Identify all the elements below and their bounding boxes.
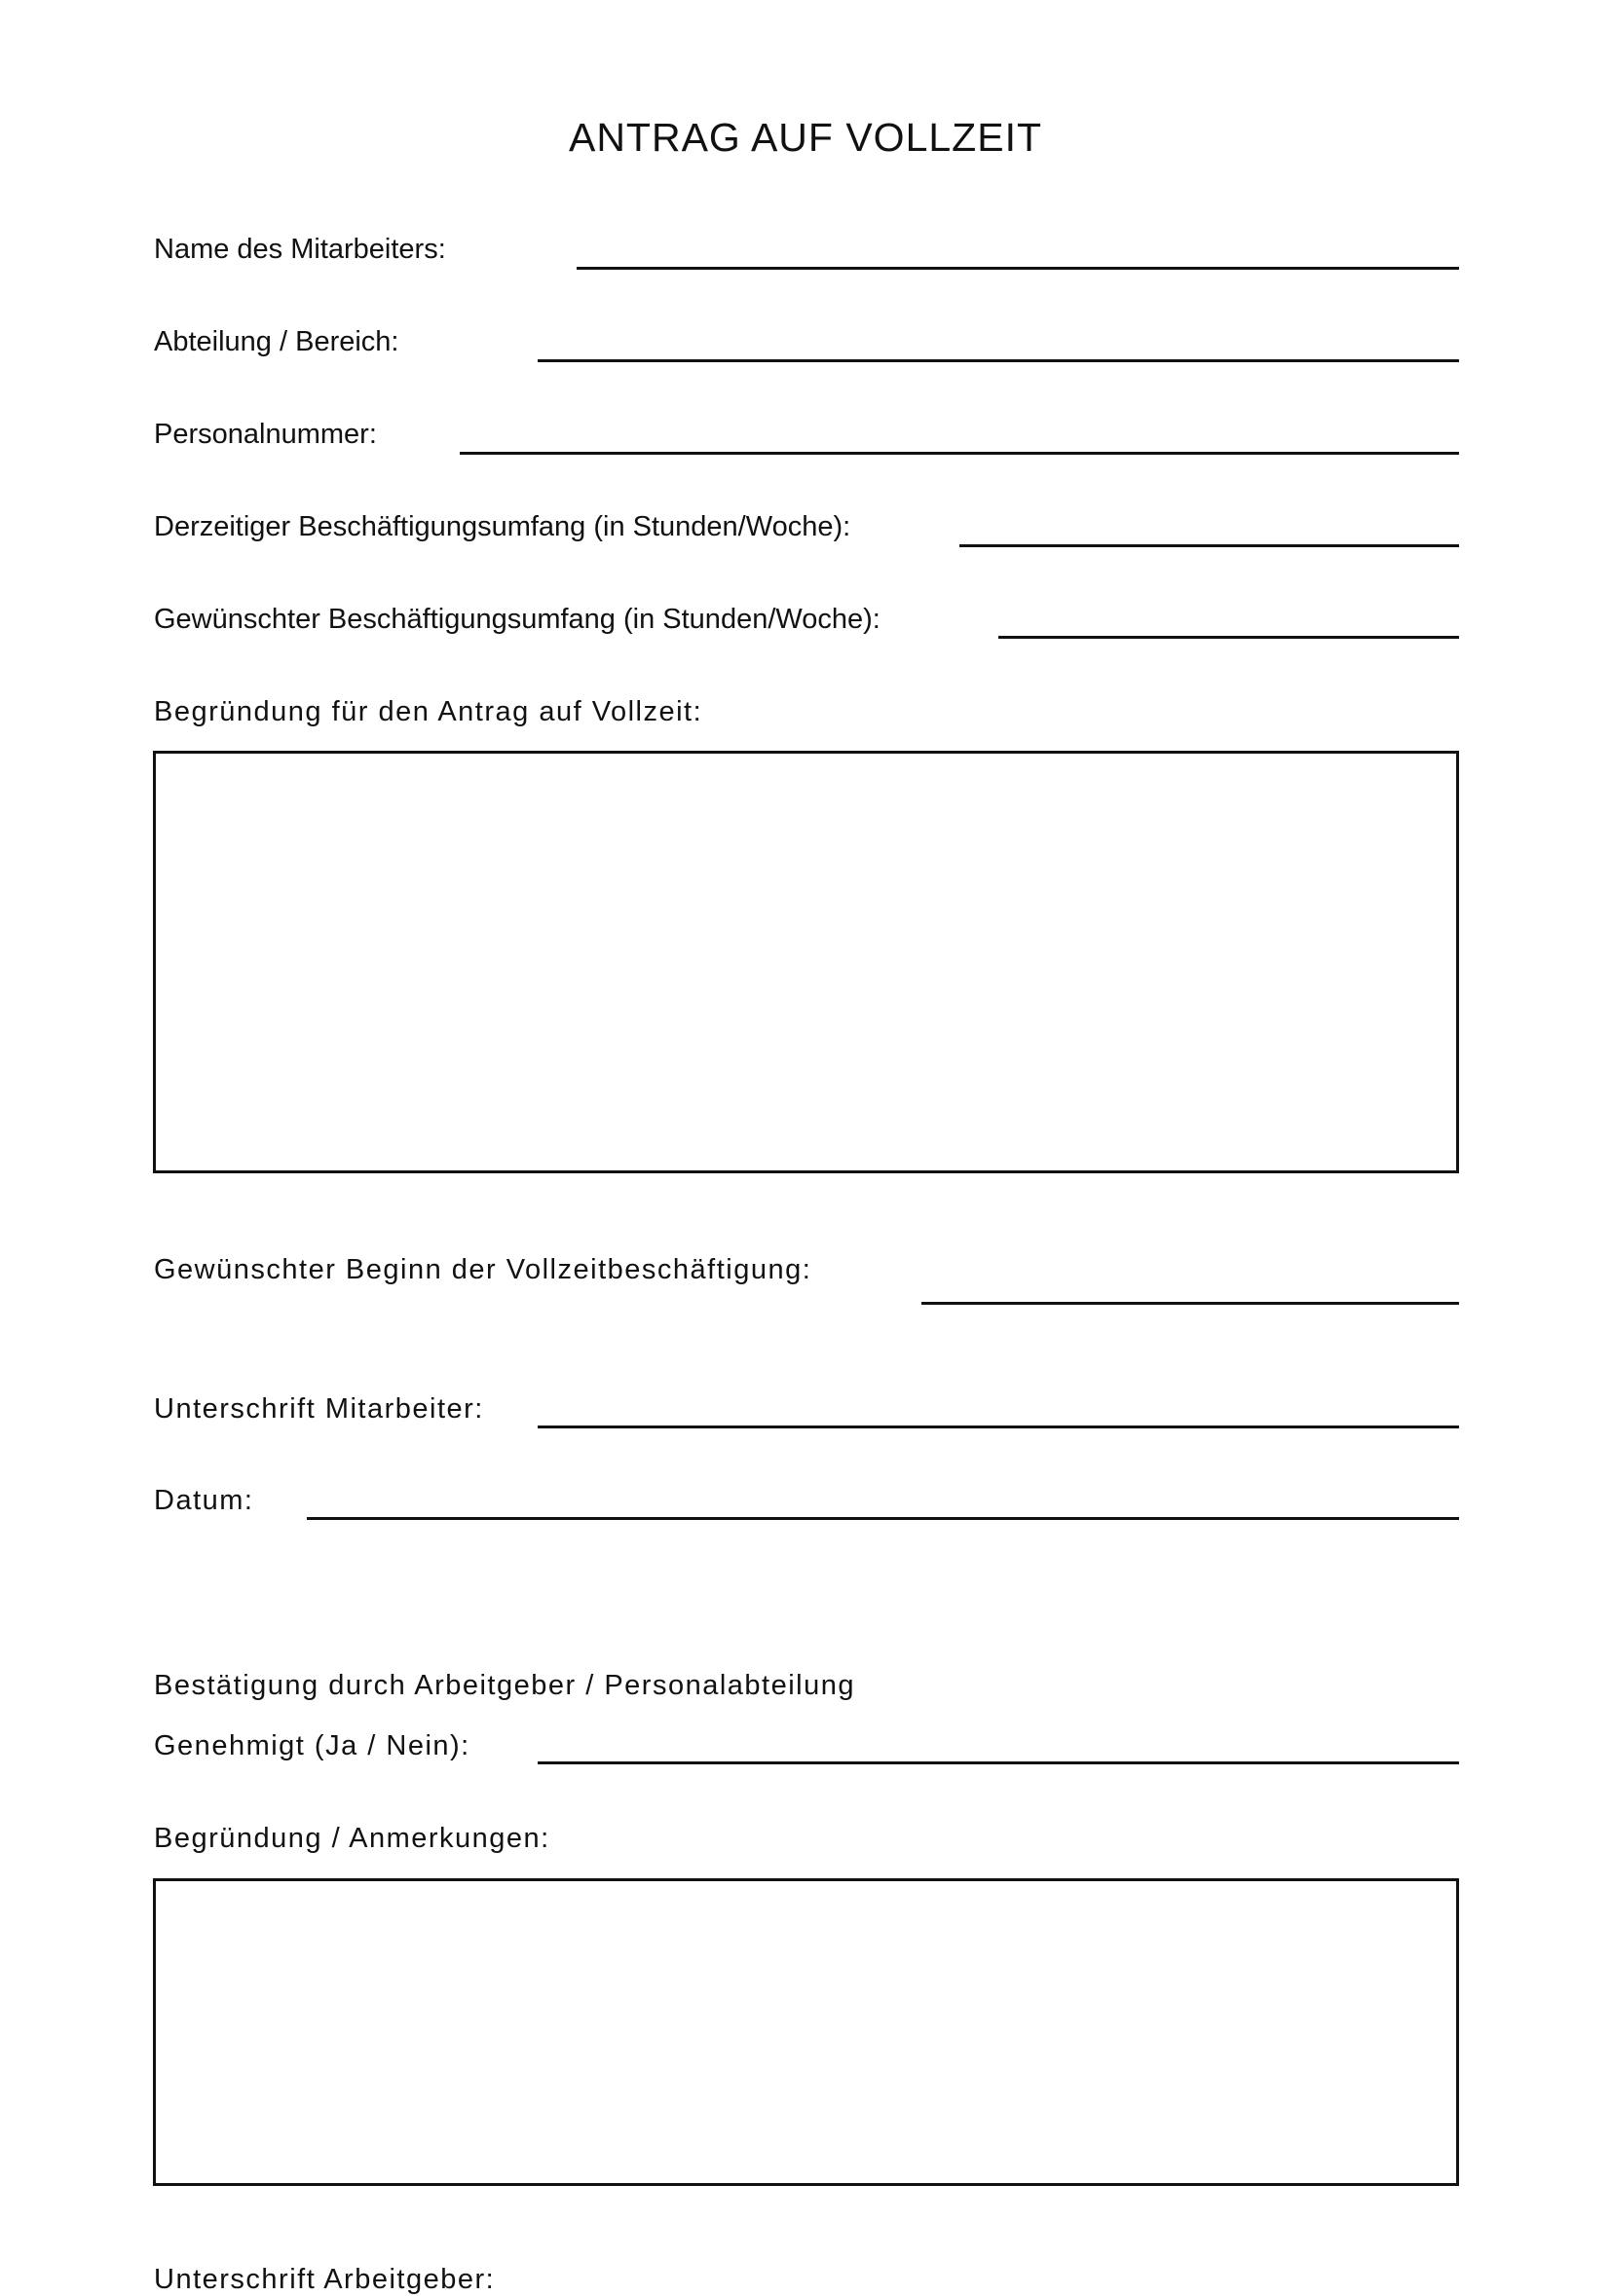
employee-signature-line[interactable] <box>538 1426 1459 1428</box>
personnel-number-line[interactable] <box>460 452 1459 455</box>
remarks-box[interactable] <box>153 1878 1459 2186</box>
personnel-number-label: Personalnummer: <box>154 419 377 450</box>
current-hours-label: Derzeitiger Beschäftigungsumfang (in Stunden/Woche): <box>154 511 851 542</box>
desired-start-line[interactable] <box>921 1302 1459 1305</box>
date-line[interactable] <box>307 1517 1459 1520</box>
department-label: Abteilung / Bereich: <box>154 326 399 357</box>
department-line[interactable] <box>538 359 1459 362</box>
reason-label: Begründung für den Antrag auf Vollzeit: <box>154 696 703 727</box>
desired-hours-line[interactable] <box>998 636 1459 639</box>
form-title: ANTRAG AUF VOLLZEIT <box>568 115 1043 160</box>
remarks-label: Begründung / Anmerkungen: <box>154 1823 550 1854</box>
current-hours-line[interactable] <box>959 544 1459 547</box>
employee-name-label: Name des Mitarbeiters: <box>154 234 446 265</box>
approved-line[interactable] <box>538 1761 1459 1764</box>
reason-box[interactable] <box>153 751 1459 1173</box>
desired-hours-label: Gewünschter Beschäftigungsumfang (in Stunden/Woche): <box>154 604 880 635</box>
employee-name-line[interactable] <box>577 267 1459 270</box>
approved-label: Genehmigt (Ja / Nein): <box>154 1730 470 1761</box>
desired-start-label: Gewünschter Beginn der Vollzeitbeschäftigung: <box>154 1254 812 1285</box>
employer-signature-label: Unterschrift Arbeitgeber: <box>154 2264 496 2295</box>
date-label: Datum: <box>154 1485 254 1516</box>
employee-signature-label: Unterschrift Mitarbeiter: <box>154 1393 484 1425</box>
employer-section-heading: Bestätigung durch Arbeitgeber / Personalabteilung <box>154 1670 855 1701</box>
